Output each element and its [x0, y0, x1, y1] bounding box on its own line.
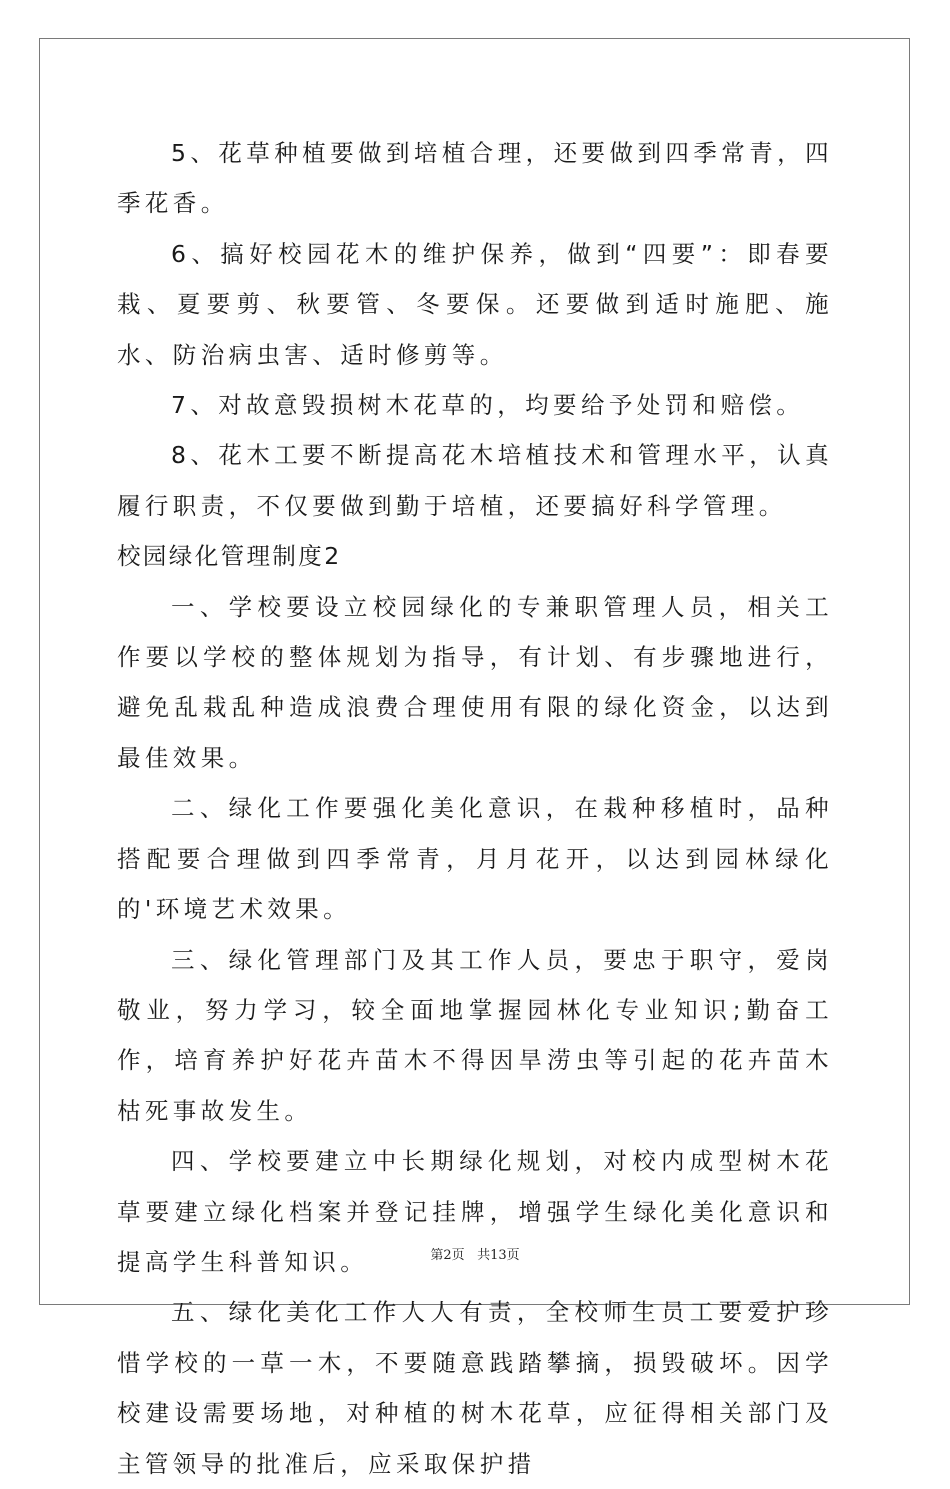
paragraph-item-8: 8、花木工要不断提高花木培植技术和管理水平，认真履行职责，不仅要做到勤于培植，还要搞好科学管理。 — [117, 441, 833, 520]
paragraph-three: 三、绿化管理部门及其工作人员，要忠于职守，爱岗敬业，努力学习，较全面地掌握园林化专业知识;勤奋工作，培育养护好花卉苗木不得因旱涝虫等引起的花卉苗木枯死事故发生。 — [117, 945, 833, 1125]
page-total: 共13页 — [477, 1248, 520, 1263]
page-footer — [0, 1244, 950, 1263]
document-body — [117, 128, 833, 1489]
paragraph-item-7: 7、对故意毁损树木花草的，均要给予处罚和赔偿。 — [171, 391, 805, 420]
section-heading: 校园绿化管理制度2 — [117, 542, 342, 571]
paragraph-two: 二、绿化工作要强化美化意识，在栽种移植时，品种搭配要合理做到四季常青，月月花开，以达到园林绿化的'环境艺术效果。 — [117, 794, 833, 924]
paragraph-one: 一、学校要设立校园绿化的专兼职管理人员，相关工作要以学校的整体规划为指导，有计划、有步骤地进行，避免乱栽乱种造成浪费合理使用有限的绿化资金，以达到最佳效果。 — [117, 592, 833, 772]
paragraph-five: 五、绿化美化工作人人有责，全校师生员工要爱护珍惜学校的一草一木，不要随意践踏攀摘，损毁破坏。因学校建设需要场地，对种植的树木花草，应征得相关部门及主管领导的批准后，应采取保护措 — [117, 1298, 833, 1478]
paragraph-item-5: 5、花草种植要做到培植合理，还要做到四季常青，四季花香。 — [117, 139, 833, 218]
paragraph-four: 四、学校要建立中长期绿化规划，对校内成型树木花草要建立绿化档案并登记挂牌，增强学生绿化美化意识和提高学生科普知识。 — [117, 1147, 833, 1276]
page-number: 第2页 — [430, 1248, 465, 1263]
paragraph-item-6: 6、搞好校园花木的维护保养，做到“四要”：即春要栽、夏要剪、秋要管、冬要保。还要做到适时施肥、施水、防治病虫害、适时修剪等。 — [117, 239, 833, 369]
